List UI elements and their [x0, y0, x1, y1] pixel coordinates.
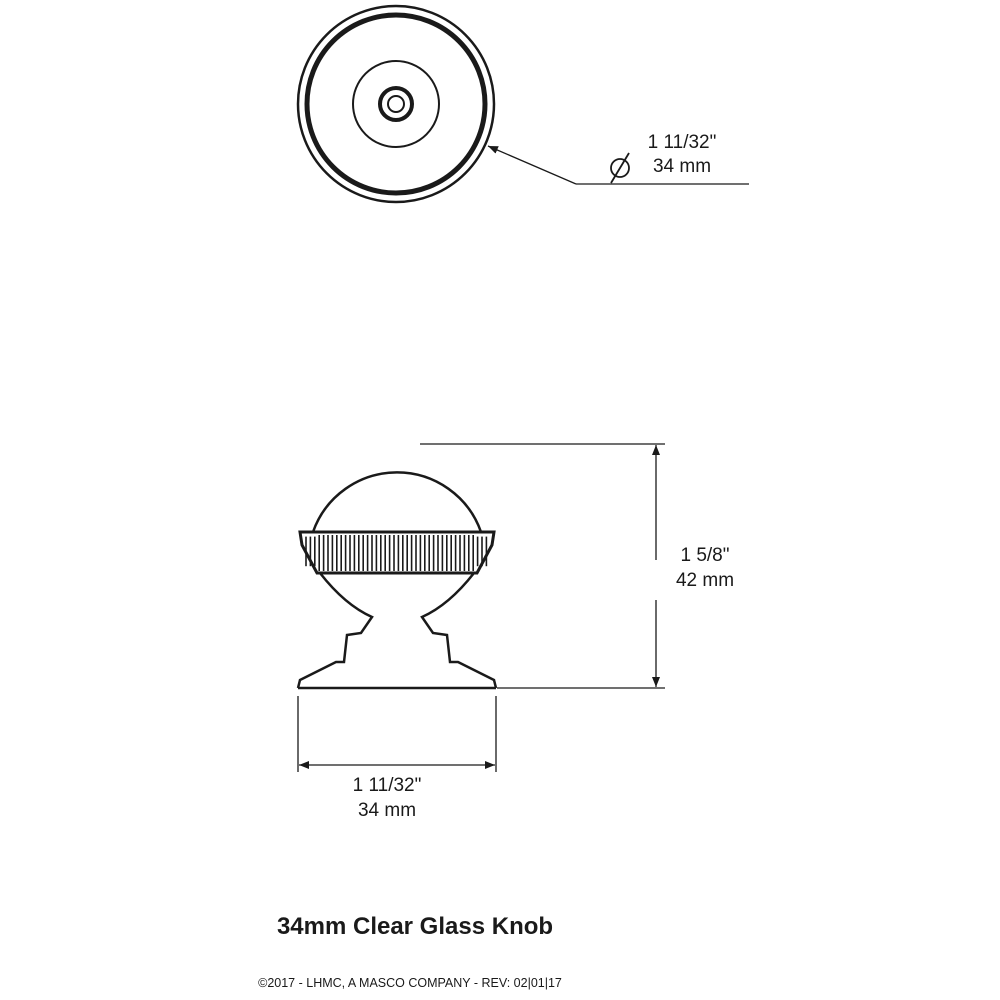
knob-neck-right [422, 573, 496, 688]
diameter-symbol-icon [611, 153, 629, 183]
top-view-outer-rim [298, 6, 494, 202]
knob-ball-upper [313, 472, 481, 532]
top-view-center-boss [353, 61, 439, 147]
top-view-inner-rim [307, 15, 485, 193]
height-imperial-label: 1 5/8" [680, 545, 730, 566]
knob-neck-left [298, 573, 372, 688]
top-diameter-imperial-label: 1 11/32" [647, 132, 717, 153]
top-view-knob [298, 6, 494, 202]
width-dimension [298, 696, 496, 772]
top-view-screw-hole [380, 88, 412, 120]
product-title: 34mm Clear Glass Knob [276, 913, 554, 940]
top-view-screw-hole-inner [388, 96, 404, 112]
copyright-footer: ©2017 - LHMC, A MASCO COMPANY - REV: 02|01|17 [258, 976, 562, 990]
top-diameter-metric-label: 34 mm [652, 156, 712, 177]
collar-flutes [306, 535, 486, 571]
height-dimension [420, 444, 665, 688]
height-metric-label: 42 mm [675, 570, 735, 591]
side-view-knob [298, 472, 496, 688]
width-metric-label: 34 mm [357, 800, 417, 821]
width-imperial-label: 1 11/32" [352, 775, 422, 796]
